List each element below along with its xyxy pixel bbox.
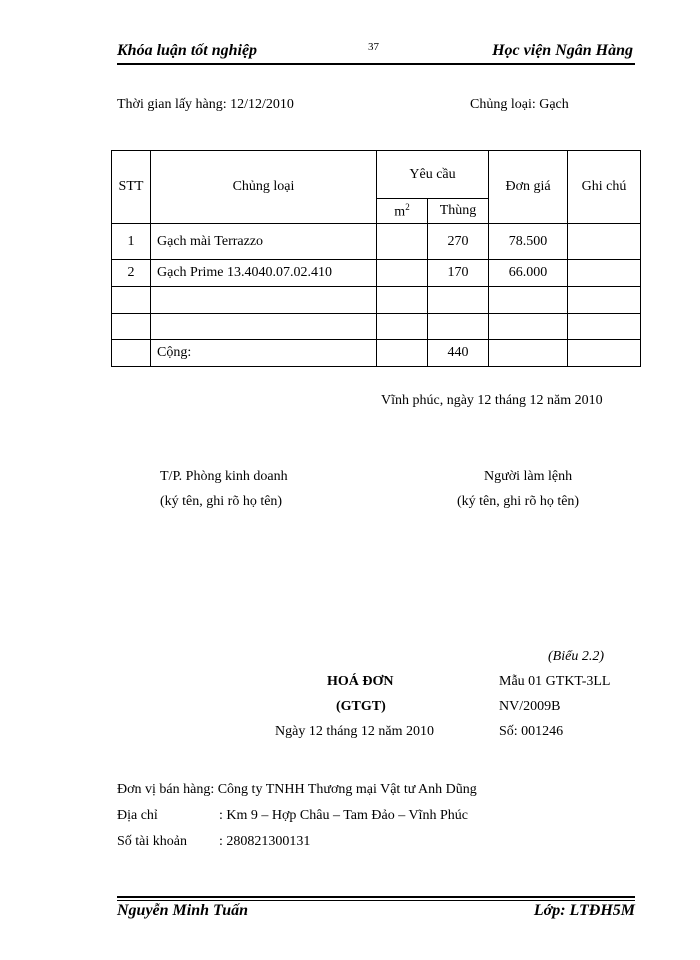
table-row (112, 314, 641, 340)
invoice-title: HOÁ ĐƠN (327, 674, 394, 689)
cell-m2 (377, 260, 428, 287)
header-note: Ghi chú (568, 151, 641, 224)
place-date: Vĩnh phúc, ngày 12 tháng 12 năm 2010 (381, 393, 603, 408)
cell-m2 (377, 224, 428, 260)
header-left-title: Khóa luận tốt nghiệp (117, 42, 258, 59)
seller-address-value: : Km 9 – Hợp Châu – Tam Đảo – Vĩnh Phúc (219, 808, 468, 823)
table-row (112, 224, 641, 260)
cell-stt (112, 314, 151, 340)
cell-note (568, 224, 641, 260)
header-boxes: Thùng (428, 199, 489, 224)
cell-name: Gạch Prime 13.4040.07.02.410 (151, 260, 377, 287)
cell-price (489, 340, 568, 367)
delivery-time: Thời gian lấy hàng: 12/12/2010 (117, 97, 294, 112)
cell-m2 (377, 287, 428, 314)
cell-total-boxes: 440 (428, 340, 489, 367)
cell-stt (112, 287, 151, 314)
table-row (112, 260, 641, 287)
goods-table (111, 150, 641, 367)
signature-right-title: Người làm lệnh (484, 469, 573, 484)
invoice-form-no: Mẫu 01 GTKT-3LL (499, 674, 611, 689)
table-row (112, 287, 641, 314)
cell-price: 78.500 (489, 224, 568, 260)
seller-account-value: : 280821300131 (219, 834, 311, 849)
cell-boxes (428, 314, 489, 340)
footer-class: Lớp: LTĐH5M (533, 902, 635, 919)
footer-author: Nguyễn Minh Tuấn (117, 902, 248, 919)
cell-boxes (428, 287, 489, 314)
cell-note (568, 340, 641, 367)
cell-stt (112, 340, 151, 367)
cell-price (489, 287, 568, 314)
cell-price (489, 314, 568, 340)
table-total-row (112, 340, 641, 367)
cell-note (568, 314, 641, 340)
cell-name: Gạch mài Terrazzo (151, 224, 377, 260)
cell-stt: 2 (112, 260, 151, 287)
invoice-number: Số: 001246 (499, 724, 564, 739)
signature-right-note: (ký tên, ghi rõ họ tên) (457, 494, 580, 509)
cell-name (151, 314, 377, 340)
cell-boxes: 270 (428, 224, 489, 260)
seller-unit: Đơn vị bán hàng: Công ty TNHH Thương mại Vật tư Anh Dũng (117, 782, 477, 797)
cell-stt: 1 (112, 224, 151, 260)
cell-boxes: 170 (428, 260, 489, 287)
cell-total-label: Cộng: (151, 340, 377, 367)
header-stt: STT (112, 151, 151, 224)
cell-note (568, 260, 641, 287)
cell-m2 (377, 314, 428, 340)
cell-m2 (377, 340, 428, 367)
cell-price: 66.000 (489, 260, 568, 287)
footer-rule (117, 896, 635, 898)
header-m2: $m^2$ (377, 199, 428, 224)
header-request: Yêu cầu (377, 151, 489, 199)
invoice-date: Ngày 12 tháng 12 năm 2010 (275, 724, 435, 739)
header-unit-price: Đơn giá (489, 151, 568, 224)
page-number: 37 (368, 41, 379, 53)
invoice-subtitle: (GTGT) (336, 699, 386, 714)
cell-note (568, 287, 641, 314)
invoice-series: NV/2009B (499, 699, 561, 714)
figure-ref: (Biểu 2.2) (548, 649, 604, 664)
footer-rule-thin (117, 900, 635, 901)
table-header-row (112, 151, 641, 199)
signature-left-note: (ký tên, ghi rõ họ tên) (160, 494, 283, 509)
header-rule (117, 63, 635, 65)
signature-left-title: T/P. Phòng kinh doanh (160, 469, 288, 484)
header-category: Chủng loại (151, 151, 377, 224)
cell-name (151, 287, 377, 314)
seller-address-label: Địa chỉ (117, 808, 158, 823)
delivery-category: Chủng loại: Gạch (470, 97, 569, 112)
seller-account-label: Số tài khoản (117, 834, 187, 849)
header-right-title: Học viện Ngân Hàng (492, 42, 633, 59)
